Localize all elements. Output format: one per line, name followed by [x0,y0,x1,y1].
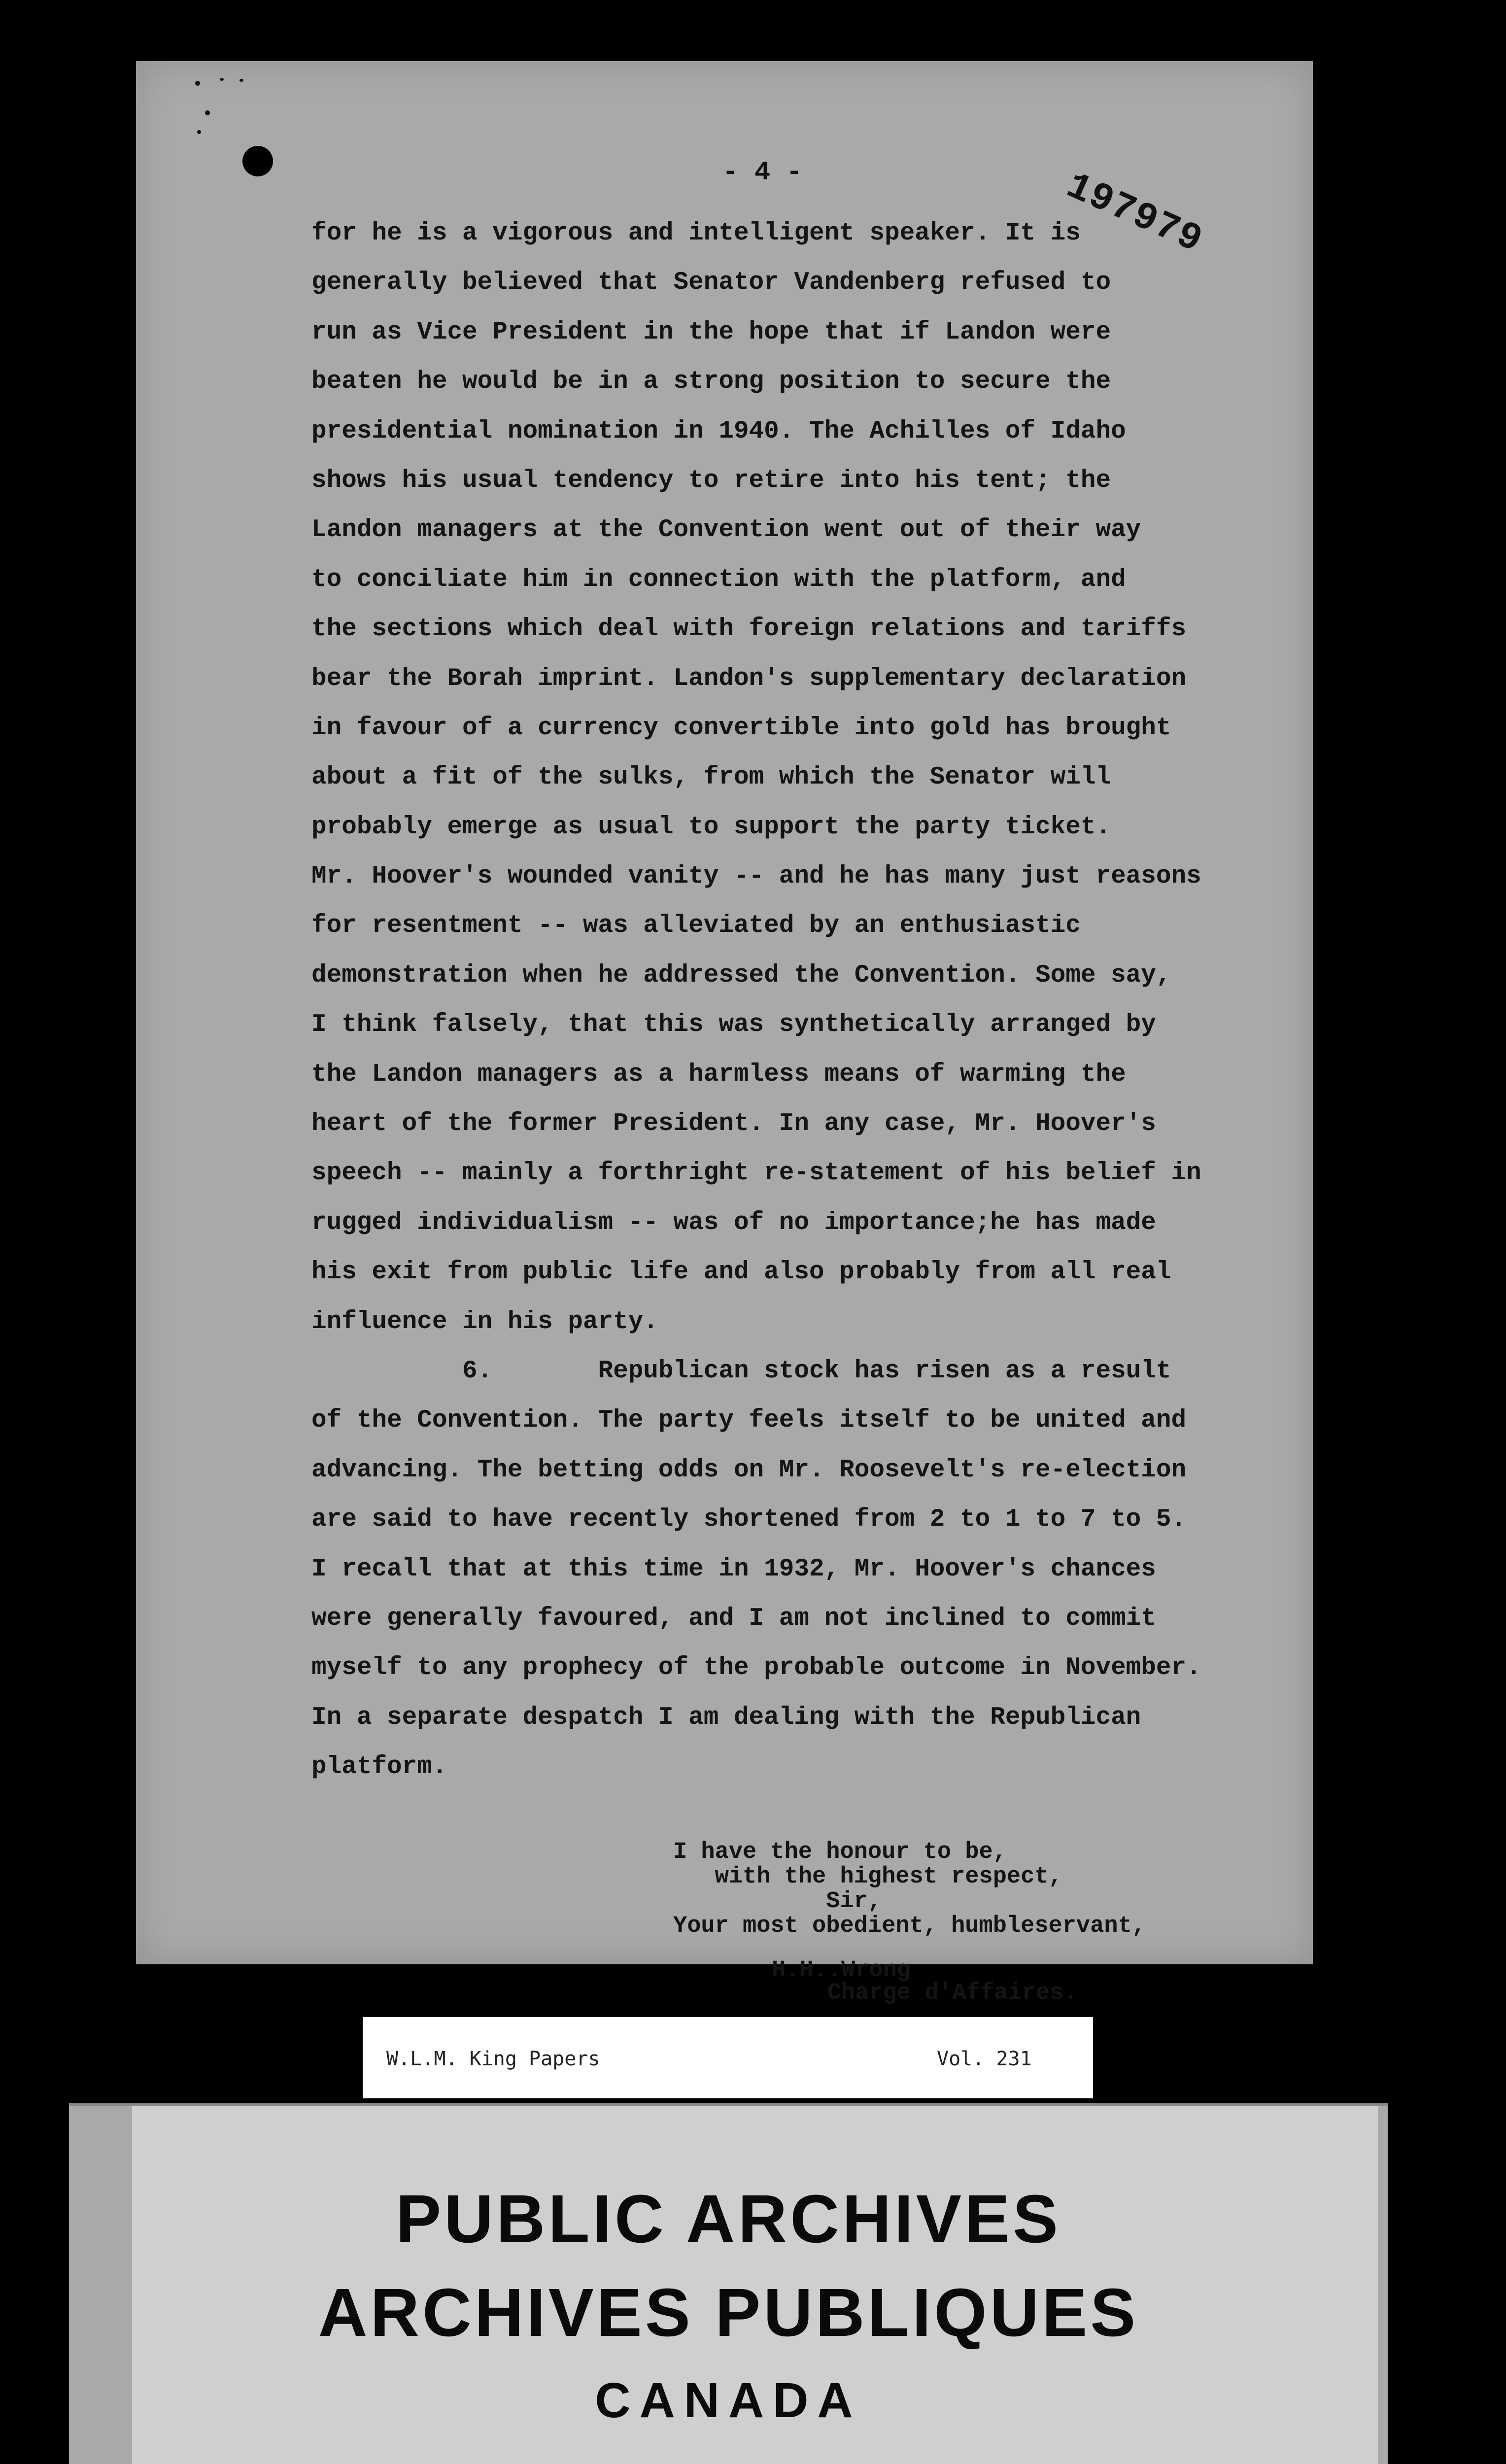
body-line: to conciliate him in connection with the platform, and [311,565,1126,594]
body-line: rugged individualism -- was of no importance;he has made [311,1208,1156,1237]
archive-title-french: ARCHIVES PUBLIQUES [318,2275,1139,2351]
body-line: probably emerge as usual to support the party ticket. [311,813,1111,841]
ink-speck [240,79,243,82]
page-number: - 4 - [722,158,803,188]
signature-name: H.H..Wrong [772,1957,911,1984]
body-line: bear the Borah imprint. Landon's supplementary declaration [311,664,1187,693]
letter-closing [673,1840,1314,1939]
body-line: demonstration when he addressed the Convention. Some say, [311,961,1171,990]
body-line: about a fit of the sulks, from which the Senator will [311,763,1111,792]
body-line: generally believed that Senator Vandenberg refused to [311,269,1111,297]
closing-line: Sir, [673,1888,882,1915]
body-line: shows his usual tendency to retire into his tent; the [311,466,1111,495]
document-page [136,61,1313,2006]
body-line: in favour of a currency convertible into gold has brought [311,714,1171,742]
body-line: were generally favoured, and I am not inclined to commit [311,1604,1156,1633]
closing-line: Your most obedient, humbleservant, [673,1913,1146,1939]
body-line: his exit from public life and also probably from all real [311,1258,1171,1287]
letter-body [311,209,1272,1792]
ink-speck [220,78,224,81]
collection-label [363,2017,1093,2098]
collection-name: W.L.M. King Papers [386,2048,600,2070]
body-line: I recall that at this time in 1932, Mr. Hoover's chances [311,1555,1156,1583]
signature-title: Charge d'Affaires. [772,1980,1078,2006]
body-line: myself to any prophecy of the probable outcome in November. [311,1654,1201,1682]
ink-speck [205,110,210,115]
closing-line: with the highest respect, [673,1864,1062,1890]
closing-line: I have the honour to be, [673,1839,1007,1865]
body-line: speech -- mainly a forthright re-statement of his belief in [311,1159,1201,1188]
punch-hole [242,146,273,176]
body-line: are said to have recently shortened from 2 to 1 to 7 to 5. [311,1506,1187,1534]
body-line: influence in his party. [311,1307,658,1336]
body-line: heart of the former President. In any case, Mr. Hoover's [311,1110,1156,1138]
body-line: the Landon managers as a harmless means of warming the [311,1060,1126,1089]
body-line: of the Convention. The party feels itself to be united and [311,1406,1187,1435]
archive-country: CANADA [595,2373,862,2428]
volume-number: Vol. 231 [937,2048,1032,2070]
body-line: Landon managers at the Convention went out of their way [311,516,1141,545]
body-line: for resentment -- was alleviated by an enthusiastic [311,912,1081,940]
body-line: for he is a vigorous and intelligent speaker. It is [311,219,1081,247]
body-line: run as Vice President in the hope that if Landon were [311,318,1111,346]
body-line: platform. [311,1753,447,1781]
archive-title-english: PUBLIC ARCHIVES [396,2181,1061,2257]
ink-speck [195,81,200,86]
ink-speck [197,130,201,134]
document-stamp-number: 197979 [1060,165,1209,263]
body-line: beaten he would be in a strong position to secure the [311,368,1111,396]
body-line: the sections which deal with foreign relations and tariffs [311,615,1187,644]
archive-card [69,2103,1388,2464]
body-line: presidential nomination in 1940. The Achilles of Idaho [311,417,1126,445]
body-line: Mr. Hoover's wounded vanity -- and he has many just reasons [311,862,1201,891]
body-line: I think falsely, that this was synthetically arranged by [311,1011,1156,1039]
body-line: advancing. The betting odds on Mr. Roosevelt's re-election [311,1456,1187,1484]
body-line: In a separate despatch I am dealing with the Republican [311,1703,1141,1732]
signature-block [772,1959,1215,2005]
body-line: 6. Republican stock has risen as a result [311,1357,1171,1385]
